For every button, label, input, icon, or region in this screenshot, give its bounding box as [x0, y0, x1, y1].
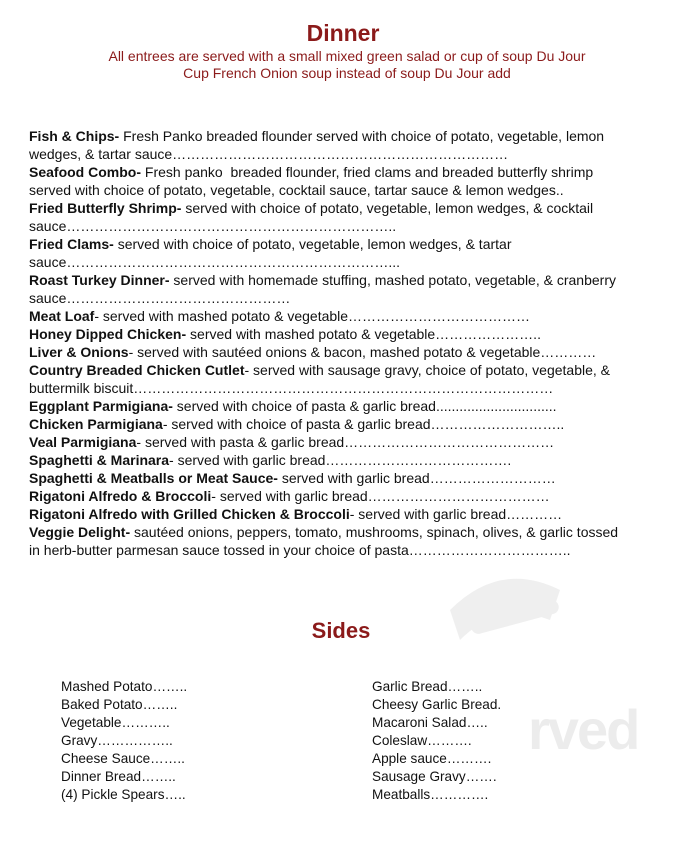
menu-item-description: served with garlic bread………………………: [277, 470, 556, 486]
menu-item-description: - served with garlic bread………………………………….: [169, 452, 512, 468]
side-item: Coleslaw……….: [372, 733, 472, 748]
menu-item-description: - served with garlic bread…………: [349, 506, 563, 522]
side-item: Mashed Potato……..: [61, 679, 188, 694]
menu-item-name: Eggplant Parmigiana-: [29, 398, 173, 414]
side-item: Dinner Bread……..: [61, 769, 176, 784]
menu-item: [29, 307, 679, 325]
menu-item-name: Fish & Chips-: [29, 128, 120, 144]
menu-item-name: Rigatoni Alfredo & Broccoli: [29, 488, 212, 504]
menu-item-description: served with choice of pasta & garlic bread...............................: [172, 398, 557, 414]
menu-item-name: Fried Butterfly Shrimp-: [29, 200, 182, 216]
side-item: Baked Potato……..: [61, 697, 178, 712]
menu-item-description: served with choice of potato, vegetable, lemon wedges, & tartar sauce……………………………………………………………...: [29, 236, 512, 270]
menu-item: [29, 271, 679, 307]
menu-item-description: Fresh panko breaded flounder, fried clams and breaded butterfly shrimp served with choice of potato, vegetable, cocktail sauce, tartar sauce & lemon wedges..: [29, 164, 594, 198]
menu-item-description: - served with garlic bread…………………………………: [211, 488, 550, 504]
fork-knife-watermark-icon: [430, 560, 570, 670]
side-item: Garlic Bread……..: [372, 679, 483, 694]
menu-item: [29, 397, 679, 415]
menu-item: [29, 163, 679, 199]
dinner-subtitle: All entrees are served with a small mixed green salad or cup of soup Du Jour: [108, 48, 586, 64]
side-item: Sausage Gravy…….: [372, 769, 497, 784]
menu-item-name: Spaghetti & Meatballs or Meat Sauce-: [29, 470, 278, 486]
menu-item-description: Fresh Panko breaded flounder served with choice of potato, vegetable, lemon wedges, & tartar sauce………………………………………………………………: [29, 128, 605, 162]
menu-item-name: Veggie Delight-: [29, 524, 131, 540]
menu-item-name: Country Breaded Chicken Cutlet: [29, 362, 245, 378]
menu-item: [29, 505, 679, 523]
menu-item-name: Honey Dipped Chicken-: [29, 326, 187, 342]
menu-item-description: served with choice of potato, vegetable, lemon wedges, & cocktail sauce……………………………………………………………..: [29, 200, 594, 234]
menu-item-name: Fried Clams-: [29, 236, 114, 252]
entree-list: [29, 127, 679, 559]
menu-item: [29, 523, 679, 559]
menu-item-description: - served with sausage gravy, choice of potato, vegetable, & buttermilk biscuit………………………………………………………………………………: [29, 362, 610, 396]
menu-item: [29, 433, 679, 451]
menu-item-name: Roast Turkey Dinner-: [29, 272, 170, 288]
menu-item-description: - served with choice of pasta & garlic bread………………………..: [162, 416, 565, 432]
side-item: Cheese Sauce……..: [61, 751, 185, 766]
menu-item: [29, 487, 679, 505]
side-item: Apple sauce……….: [372, 751, 492, 766]
side-item: Meatballs………….: [372, 787, 489, 802]
menu-item: [29, 235, 679, 271]
menu-item: [29, 343, 679, 361]
menu-item-description: - served with sautéed onions & bacon, mashed potato & vegetable…………: [128, 344, 597, 360]
menu-item-description: served with mashed potato & vegetable…………………..: [186, 326, 541, 342]
side-item: Gravy……………..: [61, 733, 173, 748]
dinner-title: Dinner: [306, 20, 380, 46]
side-item: Cheesy Garlic Bread.: [372, 697, 502, 712]
menu-item-name: Liver & Onions: [29, 344, 129, 360]
watermark: rved: [528, 698, 639, 761]
menu-item: [29, 199, 679, 235]
menu-item: [29, 127, 679, 163]
sides-title: Sides: [311, 618, 371, 643]
menu-item: [29, 325, 679, 343]
menu-item-description: served with homemade stuffing, mashed potato, vegetable, & cranberry sauce…………………………………………: [29, 272, 616, 306]
menu-item-description: - served with mashed potato & vegetable…………………………………: [94, 308, 531, 324]
menu-item: [29, 469, 679, 487]
menu-item-description: - served with pasta & garlic bread………………………………………: [136, 434, 555, 450]
menu-item-name: Spaghetti & Marinara: [29, 452, 170, 468]
menu-item: [29, 451, 679, 469]
menu-item: [29, 361, 679, 397]
sides-column-left: [61, 678, 187, 804]
side-item: (4) Pickle Spears…..: [61, 787, 186, 802]
sides-column-right: [372, 678, 501, 804]
menu-item-name: Rigatoni Alfredo with Grilled Chicken & Broccoli: [29, 506, 350, 522]
menu-item-description: sautéed onions, peppers, tomato, mushrooms, spinach, olives, & garlic tossed in herb-butter parmesan sauce tossed in your choice of pasta……………………………..: [29, 524, 619, 558]
menu-item-name: Chicken Parmigiana: [29, 416, 163, 432]
menu-item-name: Meat Loaf: [29, 308, 95, 324]
dinner-subtitle: Cup French Onion soup instead of soup Du Jour add: [183, 65, 511, 81]
menu-item-name: Seafood Combo-: [29, 164, 141, 180]
side-item: Vegetable………..: [61, 715, 170, 730]
side-item: Macaroni Salad…..: [372, 715, 488, 730]
menu-item: [29, 415, 679, 433]
menu-item-name: Veal Parmigiana: [29, 434, 137, 450]
